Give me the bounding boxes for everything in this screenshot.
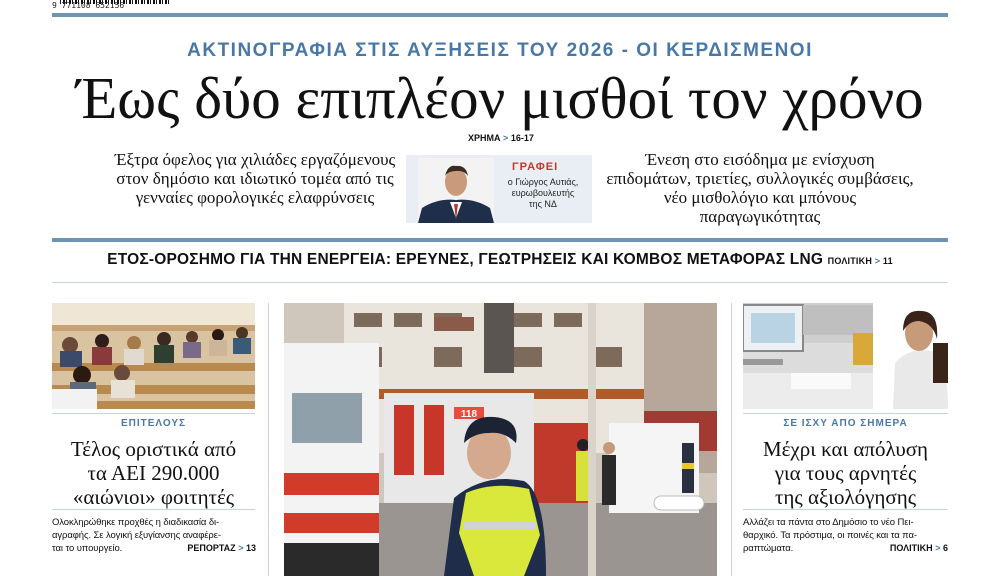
right-story-page-ref[interactable] xyxy=(830,543,948,553)
truck-number-sign: 118 xyxy=(460,409,478,420)
body-line: ται το υπουργείο. xyxy=(52,543,123,554)
page-ref-arrow-icon: > xyxy=(238,543,244,553)
column-divider xyxy=(268,303,269,576)
page-ref-pages: 16-17 xyxy=(510,133,534,143)
divider xyxy=(743,413,948,414)
author-box[interactable] xyxy=(406,155,592,223)
divider xyxy=(52,282,948,283)
author-name: ο Γιώργος Αυτιάς, xyxy=(507,177,579,187)
body-line: Ολοκληρώθηκε προχθές η διαδικασία δι- xyxy=(52,517,220,528)
page-ref-arrow-icon: > xyxy=(874,256,881,266)
middle-rule xyxy=(52,238,948,242)
page-ref-arrow-icon: > xyxy=(935,543,941,553)
banner-headline: ΕΤΟΣ-ΟΡΟΣΗΜΟ ΓΙΑ ΤΗΝ ΕΝΕΡΓΕΙΑ: ΕΡΕΥΝΕΣ, ΓΕΩΤΡΗΣΕΙΣ ΚΑΙ ΚΟΜΒΟΣ ΜΕΤΑΦΟΡΑΣ LNG xyxy=(107,251,824,268)
left-story-headline[interactable] xyxy=(52,437,255,509)
top-story-deck-left: Έξτρα όφελος για χιλιάδες εργαζόμενους στον δημόσιο και ιδιωτικό τομέα από τις γενναίες φορολογικές ελαφρύνσεις xyxy=(114,150,396,207)
top-rule xyxy=(52,13,948,17)
page-ref-section: ΡΕΠΟΡΤΑΖ xyxy=(187,543,236,553)
page-ref-section: ΠΟΛΙΤΙΚΗ xyxy=(827,256,873,266)
divider xyxy=(52,413,255,414)
page-ref-section: ΧΡΗΜΑ xyxy=(468,133,501,143)
barcode-number: 9 771108 652156 xyxy=(52,1,125,10)
headline-line: της αξιολόγησης xyxy=(774,485,917,509)
top-story-headline: Έως δύο επιπλέον μισθοί τον χρόνο xyxy=(76,65,924,131)
right-story-section: ΣΕ ΙΣΧΥ ΑΠΟ ΣΗΜΕΡΑ xyxy=(783,418,908,429)
left-story-section: ΕΠΙΤΕΛΟΥΣ xyxy=(120,418,187,429)
column-divider xyxy=(731,303,732,576)
right-story-headline[interactable] xyxy=(743,437,948,509)
headline-line: Τέλος οριστικά από xyxy=(70,437,237,461)
left-story-page-ref[interactable] xyxy=(140,543,256,553)
energy-banner[interactable] xyxy=(52,251,948,269)
divider xyxy=(52,509,255,510)
page-ref-page: 11 xyxy=(882,256,893,266)
body-line: Αλλάζει τα πάντα στο Δημόσιο το νέο Πει- xyxy=(743,517,914,528)
top-story-deck-right: Ένεση στο εισόδημα με ενίσχυση επιδομάτων, τριετίες, συλλογικές συμβάσεις, νέο μισθολόγιο και μπόνους παραγωγικότητας xyxy=(606,150,914,226)
top-story-kicker: ΑΚΤΙΝΟΓΡΑΦΙΑ ΣΤΙΣ ΑΥΞΗΣΕΙΣ ΤΟΥ 2026 - ΟΙ ΚΕΡΔΙΣΜΕΝΟΙ xyxy=(187,40,813,61)
divider xyxy=(743,509,948,510)
fire-scene-photo xyxy=(284,303,717,576)
page-ref-page: 13 xyxy=(245,543,256,553)
author-label: ΓΡΑΦΕΙ xyxy=(512,161,559,173)
headline-line: για τους αρνητές xyxy=(774,461,917,485)
banner-page-ref xyxy=(828,256,893,266)
author-party: της ΝΔ xyxy=(529,199,557,209)
top-story-page-ref[interactable] xyxy=(468,133,534,143)
headline-line: Μέχρι και απόλυση xyxy=(762,437,929,461)
author-photo xyxy=(418,158,494,223)
headline-line: τα ΑΕΙ 290.000 xyxy=(87,461,220,485)
body-line: αγραφής. Σε λογική εξυγίανσης αναφέρε- xyxy=(52,530,221,541)
body-line: θαρχικό. Τα πρόστιμα, οι ποινές και τα πα- xyxy=(743,530,917,541)
author-credit xyxy=(494,177,592,210)
body-line: ραπτώματα. xyxy=(743,543,794,554)
author-title: ευρωβουλευτής xyxy=(511,188,575,198)
page-ref-section: ΠΟΛΙΤΙΚΗ xyxy=(889,543,933,553)
page-ref-page: 6 xyxy=(942,543,948,553)
headline-line: «αιώνιοι» φοιτητές xyxy=(72,485,235,509)
lecture-hall-photo xyxy=(52,303,255,409)
office-worker-photo xyxy=(743,303,948,409)
page-ref-arrow-icon: > xyxy=(503,133,509,143)
